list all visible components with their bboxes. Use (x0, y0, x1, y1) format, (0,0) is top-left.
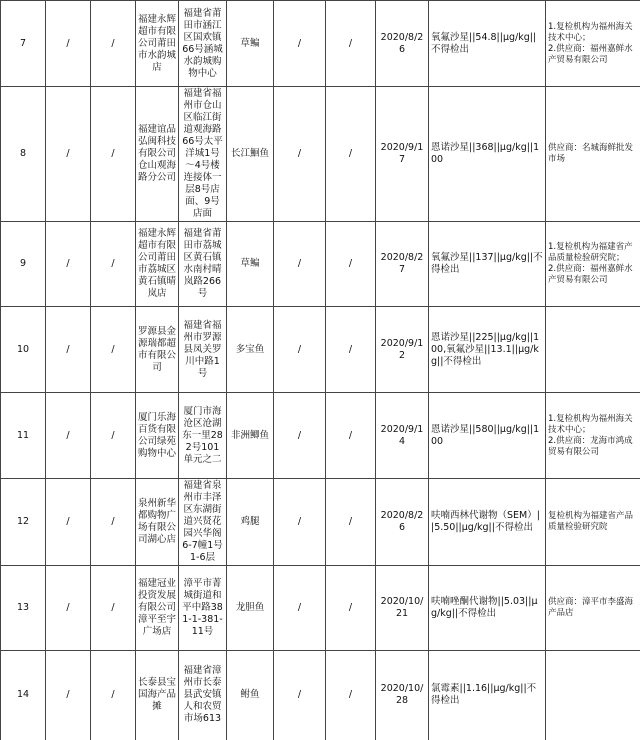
sampling-date-cell: 2020/9/12 (376, 307, 429, 393)
placeholder-cell-cell: / (274, 1, 326, 87)
placeholder-cell-cell: / (91, 393, 136, 479)
failed-item-cell: 呋喃唑酮代谢物||5.03||μg/kg||不得检出 (429, 566, 546, 651)
failed-item-cell: 氧氟沙星||54.8||μg/kg||不得检出 (429, 1, 546, 87)
enterprise-name-cell: 罗源县金源瑞都超市有限公司 (136, 307, 179, 393)
enterprise-address-cell: 福建省福州市仓山区临江街道观海路66号太平洋城1号～4号楼连接体一层8号店面、9号店面 (179, 87, 227, 222)
remark-cell: 1.复检机构为福州海关技术中心； 2.供应商：福州嘉鲜水产贸易有限公司 (546, 1, 640, 87)
placeholder-cell-cell: / (91, 566, 136, 651)
product-name-cell: 草鳊 (227, 1, 274, 87)
product-name-cell: 龙胆鱼 (227, 566, 274, 651)
failed-item-cell: 氯霉素||1.16||μg/kg||不得检出 (429, 651, 546, 740)
enterprise-address-cell: 福建省莆田市涵江区国欢镇66号涵城水韵城购物中心 (179, 1, 227, 87)
placeholder-cell-cell: / (46, 222, 91, 307)
failed-item-cell: 呋喃西林代谢物（SEM）||5.50||μg/kg||不得检出 (429, 479, 546, 566)
placeholder-cell-cell: / (46, 307, 91, 393)
enterprise-name-cell: 长泰县宝国海产品摊 (136, 651, 179, 740)
placeholder-cell-cell: / (46, 87, 91, 222)
row-number-cell: 7 (1, 1, 46, 87)
product-name-cell: 草鳊 (227, 222, 274, 307)
placeholder-cell-cell: / (274, 479, 326, 566)
enterprise-name-cell: 厦门乐海百货有限公司绿苑购物中心 (136, 393, 179, 479)
placeholder-cell-cell: / (91, 307, 136, 393)
enterprise-name-cell: 福建冠业投资发展有限公司漳平至宇广场店 (136, 566, 179, 651)
table-row (1, 1, 640, 87)
placeholder-cell-cell: / (326, 222, 376, 307)
placeholder-cell-cell: / (91, 479, 136, 566)
placeholder-cell-cell: / (274, 222, 326, 307)
product-name-cell: 多宝鱼 (227, 307, 274, 393)
placeholder-cell-cell: / (274, 651, 326, 740)
product-name-cell: 鸡腿 (227, 479, 274, 566)
enterprise-address-cell: 福建省漳州市长泰县武安镇人和农贸市场613 (179, 651, 227, 740)
placeholder-cell-cell: / (274, 566, 326, 651)
table-row (1, 651, 640, 740)
table-row (1, 393, 640, 479)
sampling-date-cell: 2020/8/27 (376, 222, 429, 307)
row-number-cell: 12 (1, 479, 46, 566)
row-number-cell: 11 (1, 393, 46, 479)
placeholder-cell-cell: / (91, 651, 136, 740)
placeholder-cell-cell: / (46, 566, 91, 651)
remark-cell: 供应商：名城海鲜批发市场 (546, 87, 640, 222)
placeholder-cell-cell: / (274, 87, 326, 222)
remark-cell: 供应商：漳平市李盛海产品店 (546, 566, 640, 651)
sampling-date-cell: 2020/9/17 (376, 87, 429, 222)
enterprise-name-cell: 福建谊品弘闽科技有限公司仓山观海路分公司 (136, 87, 179, 222)
placeholder-cell-cell: / (91, 87, 136, 222)
placeholder-cell-cell: / (46, 1, 91, 87)
row-number-cell: 10 (1, 307, 46, 393)
enterprise-name-cell: 福建永辉超市有限公司莆田市水韵城店 (136, 1, 179, 87)
placeholder-cell-cell: / (326, 651, 376, 740)
placeholder-cell-cell: / (326, 87, 376, 222)
remark-cell: 1.复检机构为福建省产品质量检验研究院； 2.供应商：福州嘉鲜水产贸易有限公司 (546, 222, 640, 307)
failed-item-cell: 恩诺沙星||580||μg/kg||100 (429, 393, 546, 479)
enterprise-address-cell: 厦门市海沧区沧湖东一里282号101单元之二 (179, 393, 227, 479)
placeholder-cell-cell: / (326, 566, 376, 651)
enterprise-address-cell: 漳平市菁城街道和平中路381-1-381-11号 (179, 566, 227, 651)
row-number-cell: 9 (1, 222, 46, 307)
enterprise-address-cell: 福建省泉州市丰泽区东湖街道兴贤花园兴华阁6-7幢1号1-6层 (179, 479, 227, 566)
table-row (1, 222, 640, 307)
product-name-cell: 非洲鲫鱼 (227, 393, 274, 479)
enterprise-name-cell: 福建永辉超市有限公司莆田市荔城区黄石镇晴岚店 (136, 222, 179, 307)
product-name-cell: 鲋鱼 (227, 651, 274, 740)
failed-item-cell: 氧氟沙星||137||μg/kg||不得检出 (429, 222, 546, 307)
placeholder-cell-cell: / (274, 393, 326, 479)
placeholder-cell-cell: / (46, 651, 91, 740)
failed-item-cell: 恩诺沙星||225||μg/kg||100,氧氟沙星||13.1||μg/kg||不得检出 (429, 307, 546, 393)
table-row (1, 87, 640, 222)
placeholder-cell-cell: / (46, 393, 91, 479)
placeholder-cell-cell: / (91, 222, 136, 307)
remark-cell: 复检机构为福建省产品质量检验研究院 (546, 479, 640, 566)
placeholder-cell-cell: / (326, 1, 376, 87)
sampling-date-cell: 2020/10/21 (376, 566, 429, 651)
row-number-cell: 8 (1, 87, 46, 222)
enterprise-address-cell: 福建省福州市罗源县凤关罗川中路1号 (179, 307, 227, 393)
remark-cell (546, 651, 640, 740)
sampling-date-cell: 2020/8/26 (376, 1, 429, 87)
placeholder-cell-cell: / (326, 393, 376, 479)
enterprise-name-cell: 泉州新华都购物广场有限公司湖心店 (136, 479, 179, 566)
enterprise-address-cell: 福建省莆田市荔城区黄石镇水南村晴岚路266号 (179, 222, 227, 307)
product-name-cell: 长江鮰鱼 (227, 87, 274, 222)
table-row (1, 566, 640, 651)
placeholder-cell-cell: / (326, 307, 376, 393)
sampling-date-cell: 2020/8/26 (376, 479, 429, 566)
row-number-cell: 14 (1, 651, 46, 740)
placeholder-cell-cell: / (91, 1, 136, 87)
placeholder-cell-cell: / (326, 479, 376, 566)
table-row (1, 479, 640, 566)
sampling-date-cell: 2020/10/28 (376, 651, 429, 740)
remark-cell: 1.复检机构为福州海关技术中心； 2.供应商：龙海市鸿成贸易有限公司 (546, 393, 640, 479)
failed-item-cell: 恩诺沙星||368||μg/kg||100 (429, 87, 546, 222)
remark-cell (546, 307, 640, 393)
sampling-date-cell: 2020/9/14 (376, 393, 429, 479)
row-number-cell: 13 (1, 566, 46, 651)
table-row (1, 307, 640, 393)
placeholder-cell-cell: / (46, 479, 91, 566)
placeholder-cell-cell: / (274, 307, 326, 393)
